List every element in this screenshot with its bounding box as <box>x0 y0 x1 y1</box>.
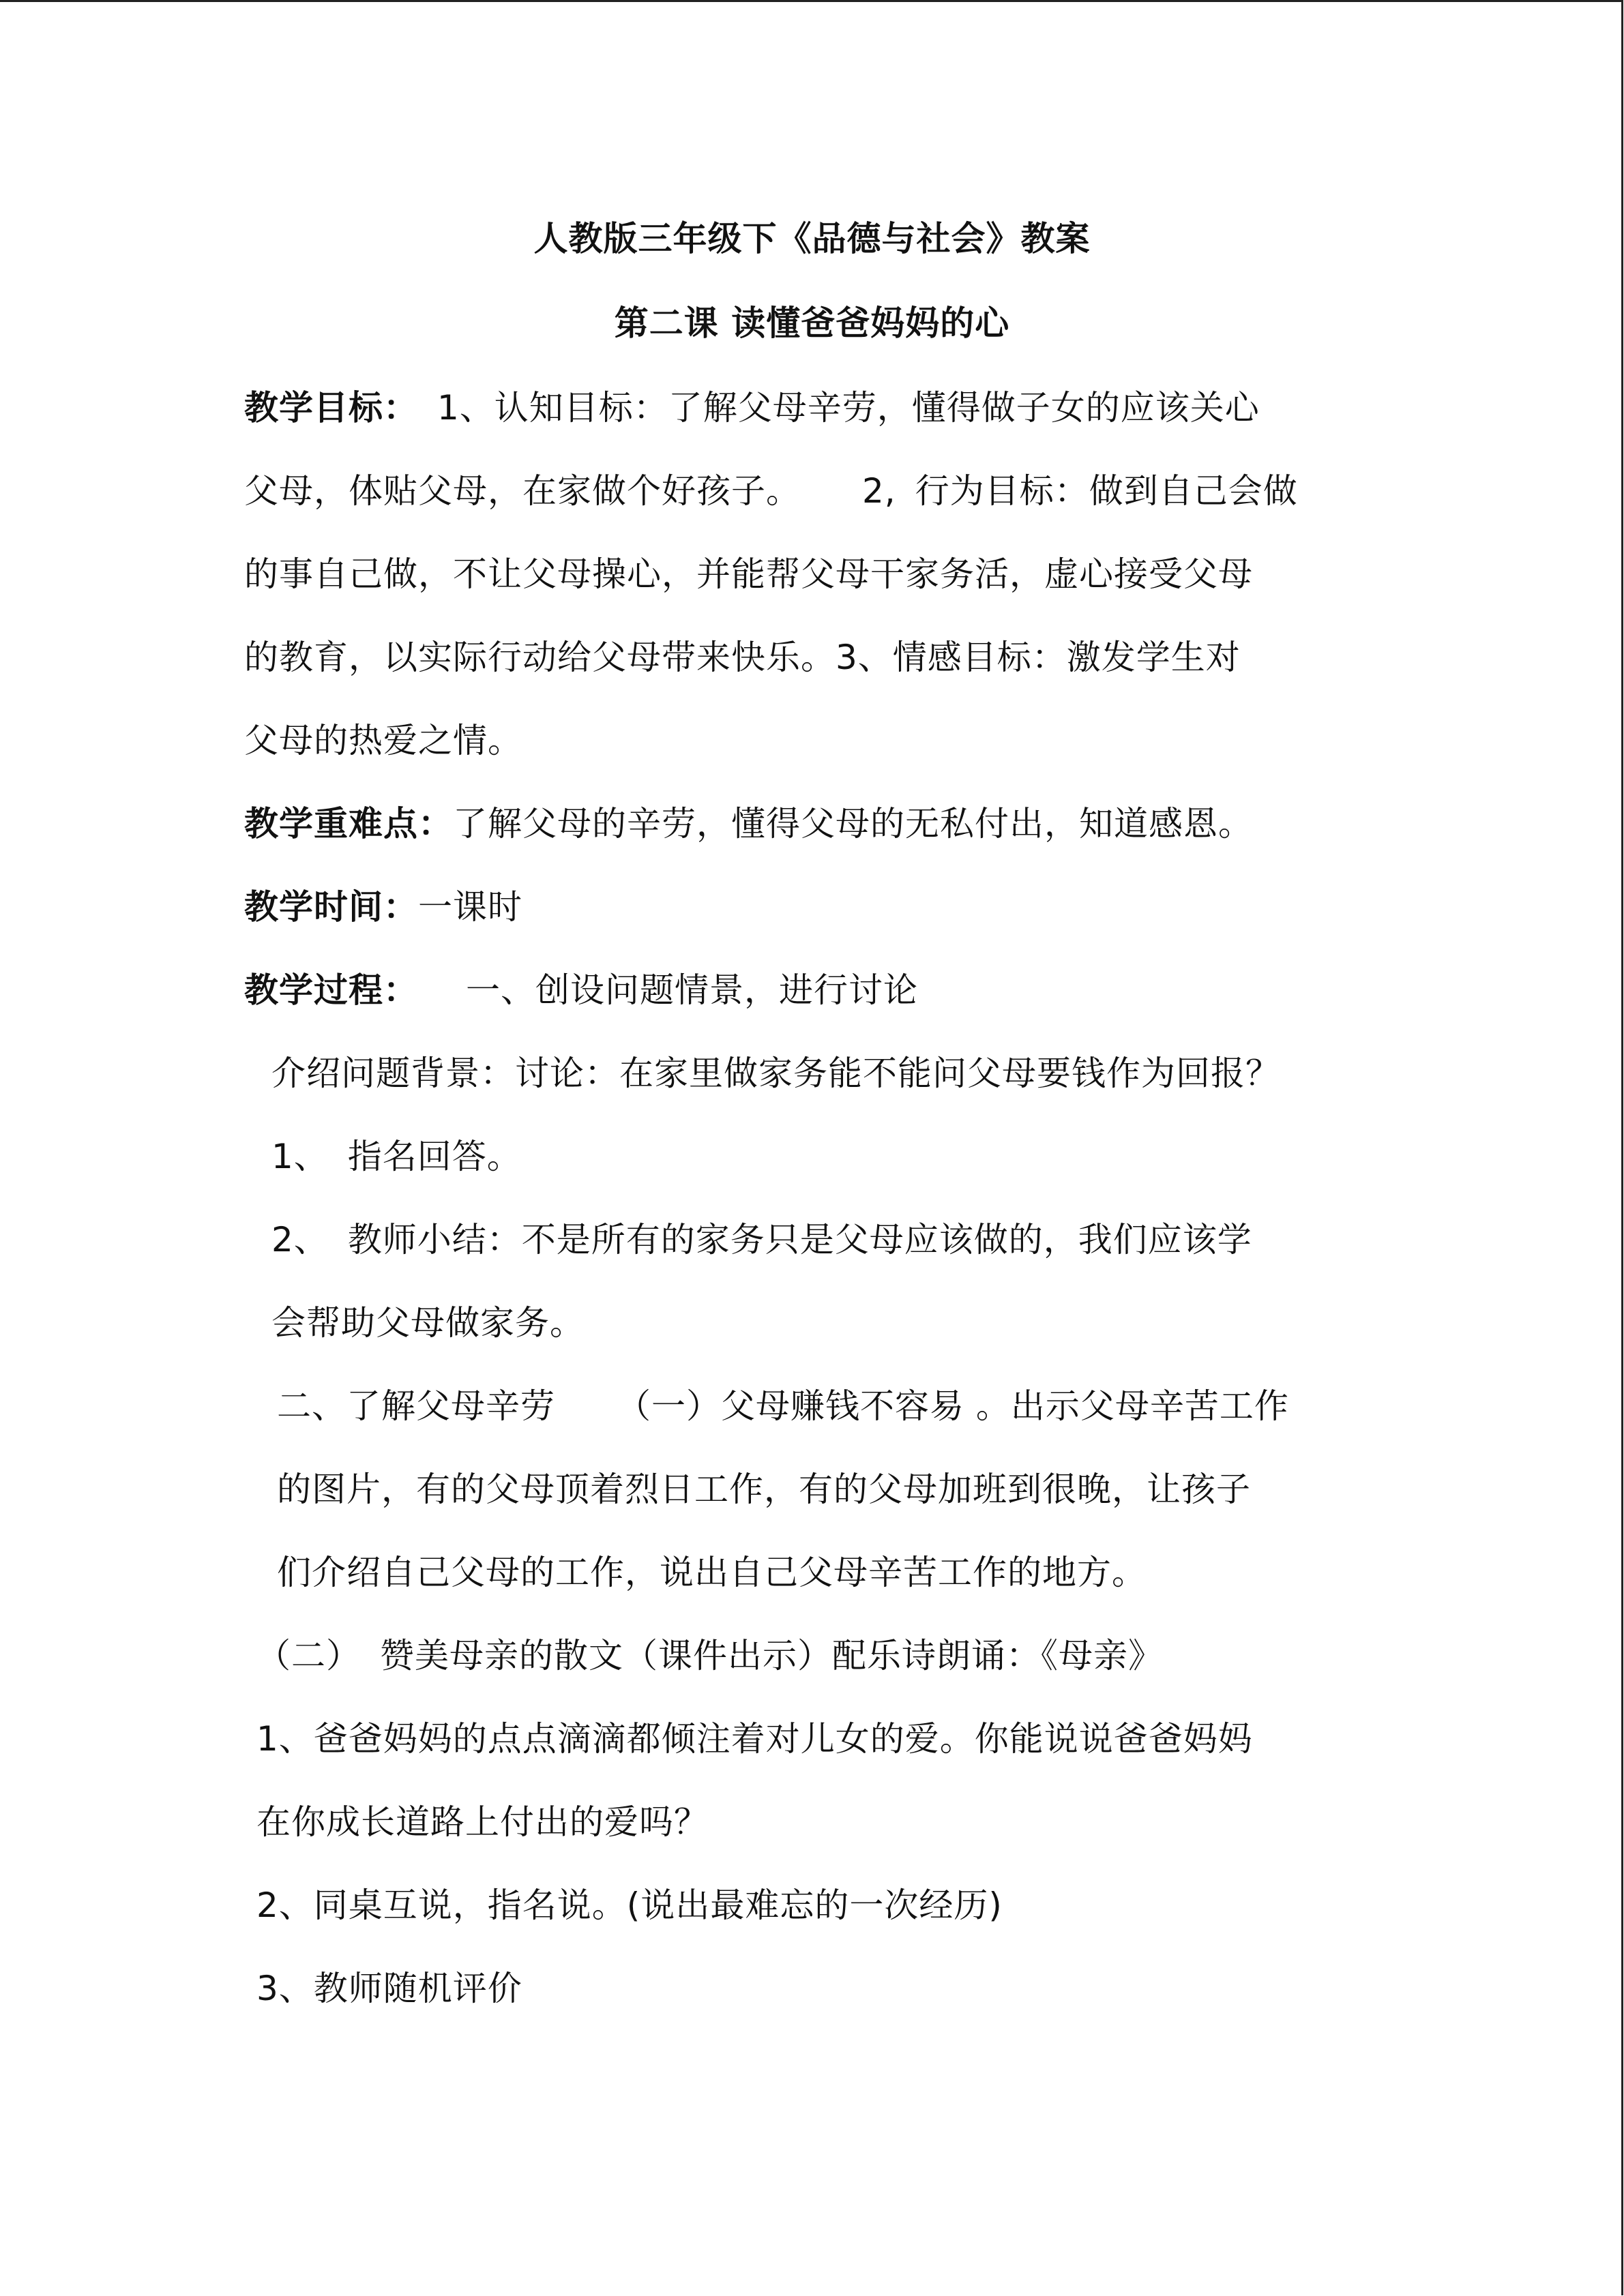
document-title: 人教版三年级下《品德与社会》教案 <box>533 219 1091 258</box>
process-line <box>244 968 918 1012</box>
process-background: 介绍问题背景：讨论：在家里做家务能不能问父母要钱作为回报？ <box>271 1054 1280 1093</box>
objectives-text: 父母，体贴父母，在家做个好孩子。 <box>244 471 801 511</box>
objectives-line-1 <box>244 386 1260 430</box>
item-number: 1、 <box>271 1137 329 1176</box>
process-step-2-line <box>277 1384 1289 1428</box>
process-step-2-cont-1: 的图片，有的父母顶着烈日工作，有的父母加班到很晚，让孩子 <box>277 1470 1251 1509</box>
process-label: 教学过程： <box>244 970 418 1010</box>
process-love-1: 1、爸爸妈妈的点点滴滴都倾注着对儿女的爱。你能说说爸爸妈妈 <box>256 1719 1253 1759</box>
key-points-label: 教学重难点： <box>244 804 453 844</box>
step-2-heading: 二、了解父母辛劳 <box>277 1386 555 1426</box>
process-step-1: 一、创设问题情景，进行讨论 <box>466 970 918 1010</box>
item-text: 教师小结：不是所有的家务只是父母应该做的，我们应该学 <box>347 1220 1252 1259</box>
process-item-1 <box>271 1135 522 1178</box>
process-love-1-cont: 在你成长道路上付出的爱吗？ <box>256 1802 709 1842</box>
objectives-text: 1、认知目标：了解父母辛劳，懂得做子女的应该关心 <box>437 388 1260 428</box>
process-sub-2-line <box>256 1634 1163 1678</box>
objectives-line-3: 的事自己做，不让父母操心，并能帮父母干家务活，虚心接受父母 <box>244 554 1253 594</box>
objectives-number: 2, <box>862 471 896 511</box>
process-love-2: 2、同桌互说，指名说。(说出最难忘的一次经历) <box>256 1885 1003 1925</box>
key-points-line <box>244 802 1253 846</box>
item-text: 指名回答。 <box>347 1137 522 1176</box>
process-item-2 <box>271 1218 1252 1262</box>
step-2-text: （一）父母赚钱不容易 。出示父母辛苦工作 <box>617 1386 1289 1426</box>
objectives-text: 行为目标：做到自己会做 <box>915 471 1298 511</box>
key-points-text: 了解父母的辛劳，懂得父母的无私付出，知道感恩。 <box>453 804 1253 844</box>
lesson-subtitle: 第二课 读懂爸爸妈妈的心 <box>614 303 1010 343</box>
sub-2-text: 赞美母亲的散文（课件出示）配乐诗朗诵：《母亲》 <box>380 1636 1163 1675</box>
objectives-line-2 <box>244 469 1298 513</box>
objectives-line-5: 父母的热爱之情。 <box>244 721 522 760</box>
sub-2-number: （二） <box>256 1636 361 1675</box>
time-text: 一课时 <box>418 887 522 927</box>
process-love-3: 3、教师随机评价 <box>256 1969 522 2008</box>
item-number: 2、 <box>271 1220 329 1259</box>
process-step-2-cont-2: 们介绍自己父母的工作，说出自己父母辛苦工作的地方。 <box>277 1553 1147 1592</box>
process-item-2-cont: 会帮助父母做家务。 <box>271 1303 585 1343</box>
time-line <box>244 885 522 929</box>
objectives-label: 教学目标： <box>244 388 418 428</box>
time-label: 教学时间： <box>244 887 418 927</box>
objectives-line-4: 的教育，以实际行动给父母带来快乐。3、情感目标：激发学生对 <box>244 638 1241 677</box>
